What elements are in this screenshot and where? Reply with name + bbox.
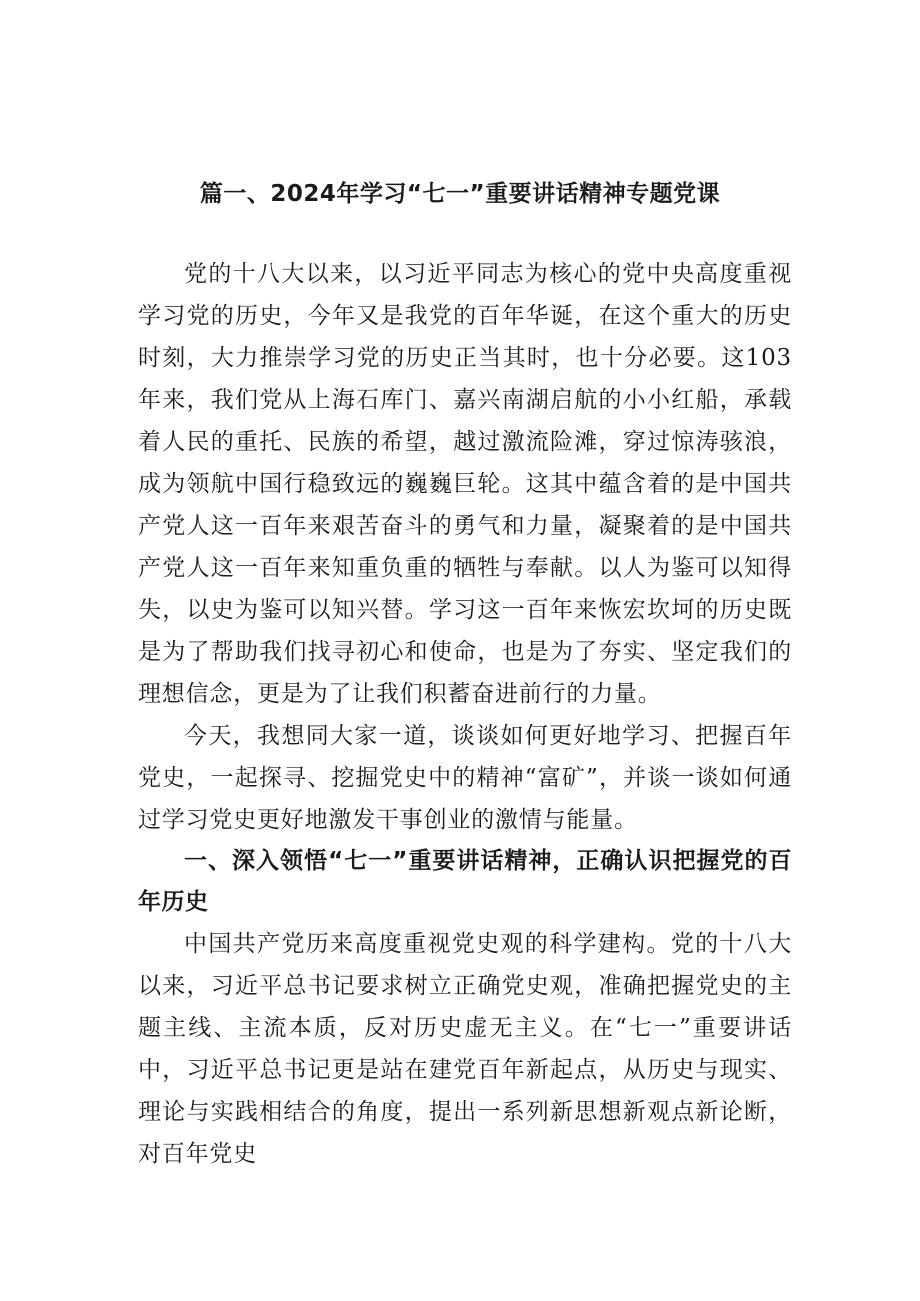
paragraph-intro: 党的十八大以来，以习近平同志为核心的党中央高度重视学习党的历史，今年又是我党的百年华诞，在这个重大的历史时刻，大力推崇学习党的历史正当其时，也十分必要。这103年来，我们党从上海石库门、嘉兴南湖启航的小小红船，承载着人民的重托、民族的希望，越过激流险滩，穿过惊涛骇浪，成为领航中国行稳致远的巍巍巨轮。这其中蕴含着的是中国共产党人这一百年来艰苦奋斗的勇气和力量，凝聚着的是中国共产党人这一百年来知重负重的牺牲与奉献。以人为鉴可以知得失，以史为鉴可以知兴替。学习这一百年来恢宏坎坷的历史既是为了帮助我们找寻初心和使命，也是为了夯实、坚定我们的理想信念，更是为了让我们积蓄奋进前行的力量。	[138, 261, 792, 707]
section-heading-1: 一、深入领悟“七一”重要讲话精神，正确认识把握党的百年历史	[138, 848, 792, 915]
document-title: 篇一、2024年学习“七一”重要讲话精神专题党课	[199, 181, 721, 207]
paragraph-section-1: 中国共产党历来高度重视党史观的科学建构。党的十八大以来，习近平总书记要求树立正确党史观，准确把握党史的主题主线、主流本质，反对历史虚无主义。在“七一”重要讲话中，习近平总书记更是站在建党百年新起点，从历史与现实、理论与实践相结合的角度，提出一系列新思想新观点新论断，对百年党史	[138, 931, 792, 1167]
paragraph-today: 今天，我想同大家一道，谈谈如何更好地学习、把握百年党史，一起探寻、挖掘党史中的精神“富矿”，并谈一谈如何通过学习党史更好地激发干事创业的激情与能量。	[138, 723, 792, 833]
document-body	[138, 253, 792, 1175]
